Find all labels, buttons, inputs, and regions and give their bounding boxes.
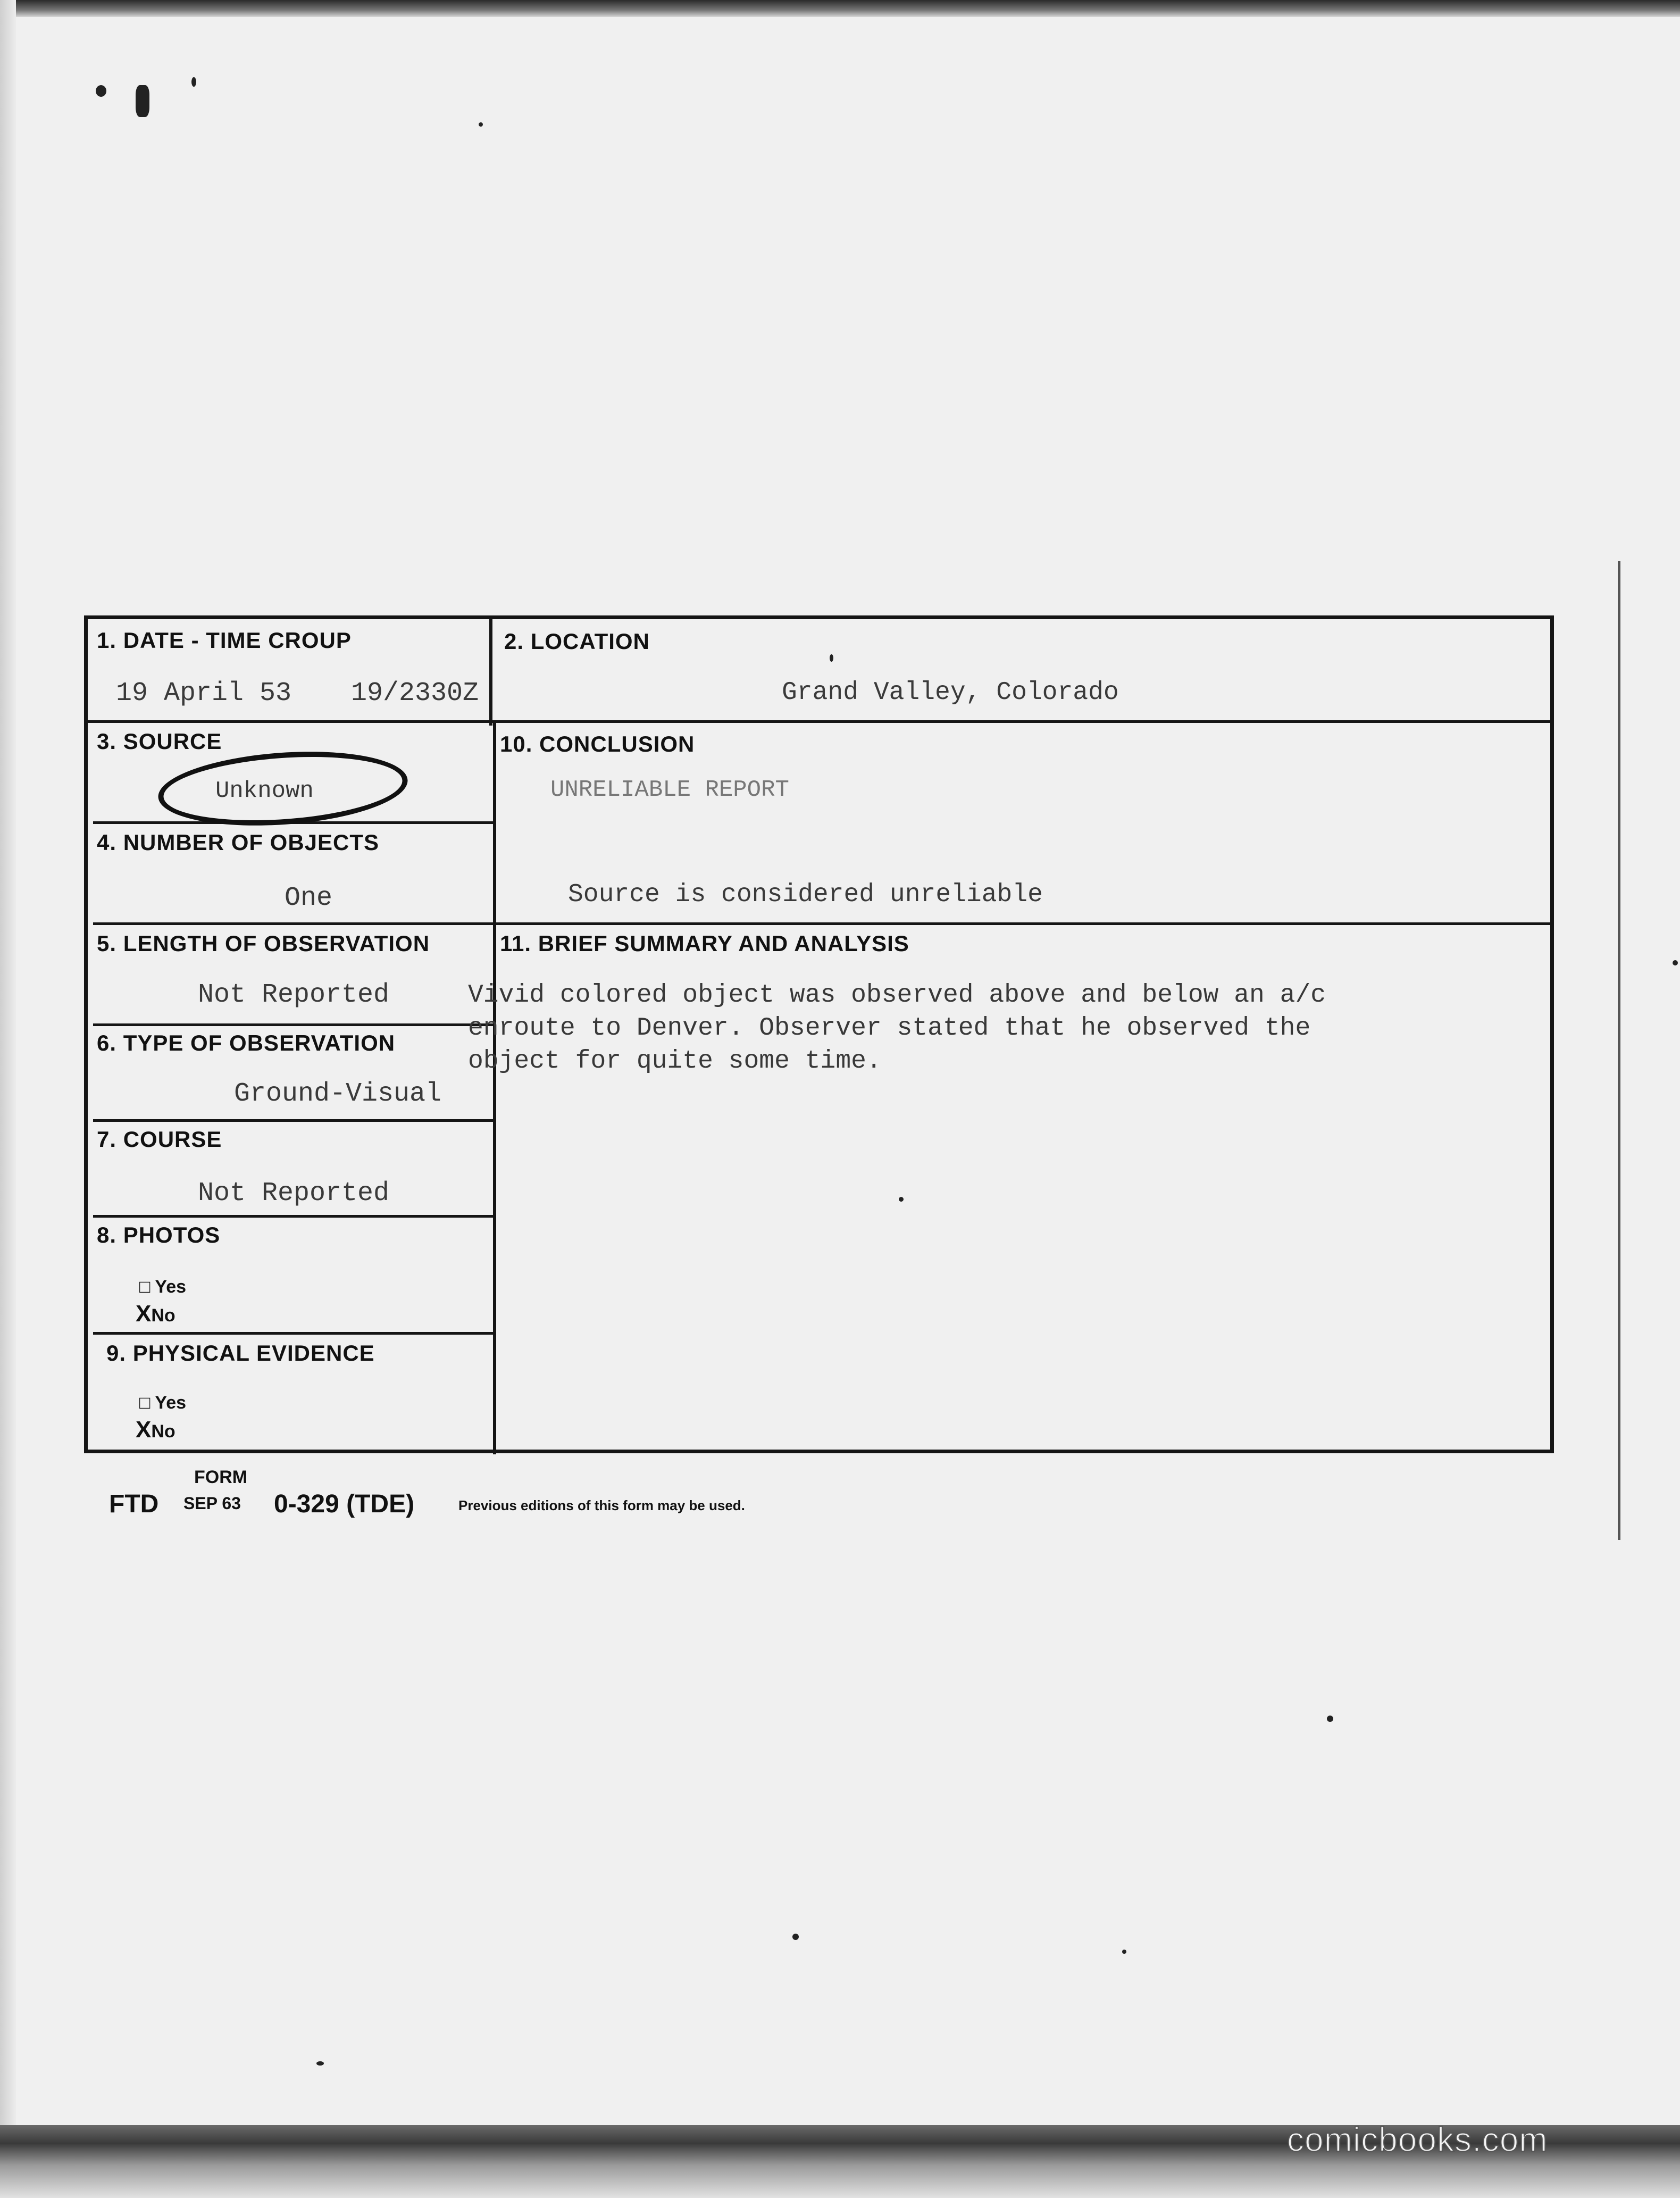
length-of-observation-label: 5. LENGTH OF OBSERVATION	[97, 931, 430, 956]
scan-speck	[96, 85, 106, 97]
date-value: 19 April 53	[116, 678, 292, 709]
checkbox-empty-icon: □	[139, 1277, 151, 1297]
scan-edge-line	[1618, 561, 1620, 1540]
summary-line: enroute to Denver. Observer stated that he observed the	[468, 1014, 1311, 1043]
watermark: comicbooks.com	[1287, 2120, 1548, 2159]
row-divider	[492, 922, 1550, 925]
date-time-group-label: 1. DATE - TIME CROUP	[97, 628, 352, 653]
type-of-observation-label: 6. TYPE OF OBSERVATION	[97, 1030, 396, 1055]
scan-speck	[479, 122, 483, 127]
photos-yes-option	[139, 1277, 186, 1297]
row-divider	[88, 720, 493, 723]
course-value: Not Reported	[198, 1178, 390, 1209]
row-divider	[93, 1023, 493, 1026]
conclusion-label: 10. CONCLUSION	[500, 731, 695, 756]
photos-no-label: No	[151, 1305, 175, 1326]
scan-speck	[792, 1934, 799, 1940]
photos-no-option	[136, 1301, 175, 1327]
physical-evidence-yes-label: Yes	[155, 1393, 187, 1413]
row-divider	[93, 1119, 493, 1122]
checkbox-empty-icon: □	[139, 1393, 151, 1413]
scan-speck	[1327, 1716, 1333, 1722]
row-divider	[93, 1332, 493, 1335]
location-value: Grand Valley, Colorado	[782, 678, 1119, 707]
scan-speck	[191, 77, 196, 87]
number-of-objects-label: 4. NUMBER OF OBJECTS	[97, 830, 380, 855]
length-of-observation-value: Not Reported	[198, 980, 390, 1010]
photos-label: 8. PHOTOS	[97, 1222, 221, 1247]
form-number: 0-329 (TDE)	[274, 1490, 415, 1518]
source-value: Unknown	[215, 778, 314, 804]
form-date: SEP 63	[183, 1494, 241, 1513]
scan-speck	[316, 2061, 324, 2066]
checkbox-checked-icon: X	[136, 1301, 152, 1327]
conclusion-heading: UNRELIABLE REPORT	[550, 777, 789, 803]
scan-speck	[1122, 1950, 1126, 1954]
physical-evidence-label: 9. PHYSICAL EVIDENCE	[106, 1341, 375, 1366]
photos-yes-label: Yes	[155, 1277, 187, 1297]
summary-text	[468, 979, 1478, 1078]
summary-label: 11. BRIEF SUMMARY AND ANALYSIS	[500, 931, 909, 956]
physical-evidence-yes-option	[139, 1393, 186, 1413]
scan-left-edge	[0, 0, 16, 2198]
form-note: Previous editions of this form may be used.	[458, 1497, 745, 1513]
row-divider	[93, 922, 493, 925]
column-divider	[489, 619, 492, 726]
form-word: FORM	[194, 1467, 248, 1487]
column-divider	[493, 723, 496, 1454]
location-label: 2. LOCATION	[504, 629, 650, 654]
type-of-observation-value: Ground-Visual	[234, 1079, 442, 1109]
scan-top-edge	[0, 0, 1680, 17]
conclusion-text: Source is considered unreliable	[568, 880, 1043, 909]
scan-speck	[1673, 960, 1678, 965]
row-divider	[492, 720, 1550, 723]
course-label: 7. COURSE	[97, 1127, 222, 1152]
row-divider	[93, 1215, 493, 1218]
time-value: 19/2330Z	[351, 678, 479, 709]
form-prefix: FTD	[109, 1490, 159, 1518]
summary-line: Vivid colored object was observed above and below an a/c	[468, 981, 1326, 1010]
physical-evidence-no-option	[136, 1417, 175, 1443]
checkbox-checked-icon: X	[136, 1417, 152, 1443]
summary-line: object for quite some time.	[468, 1047, 882, 1076]
number-of-objects-value: One	[285, 883, 333, 913]
source-label: 3. SOURCE	[97, 729, 222, 754]
physical-evidence-no-label: No	[151, 1421, 175, 1442]
scan-speck	[136, 85, 149, 117]
